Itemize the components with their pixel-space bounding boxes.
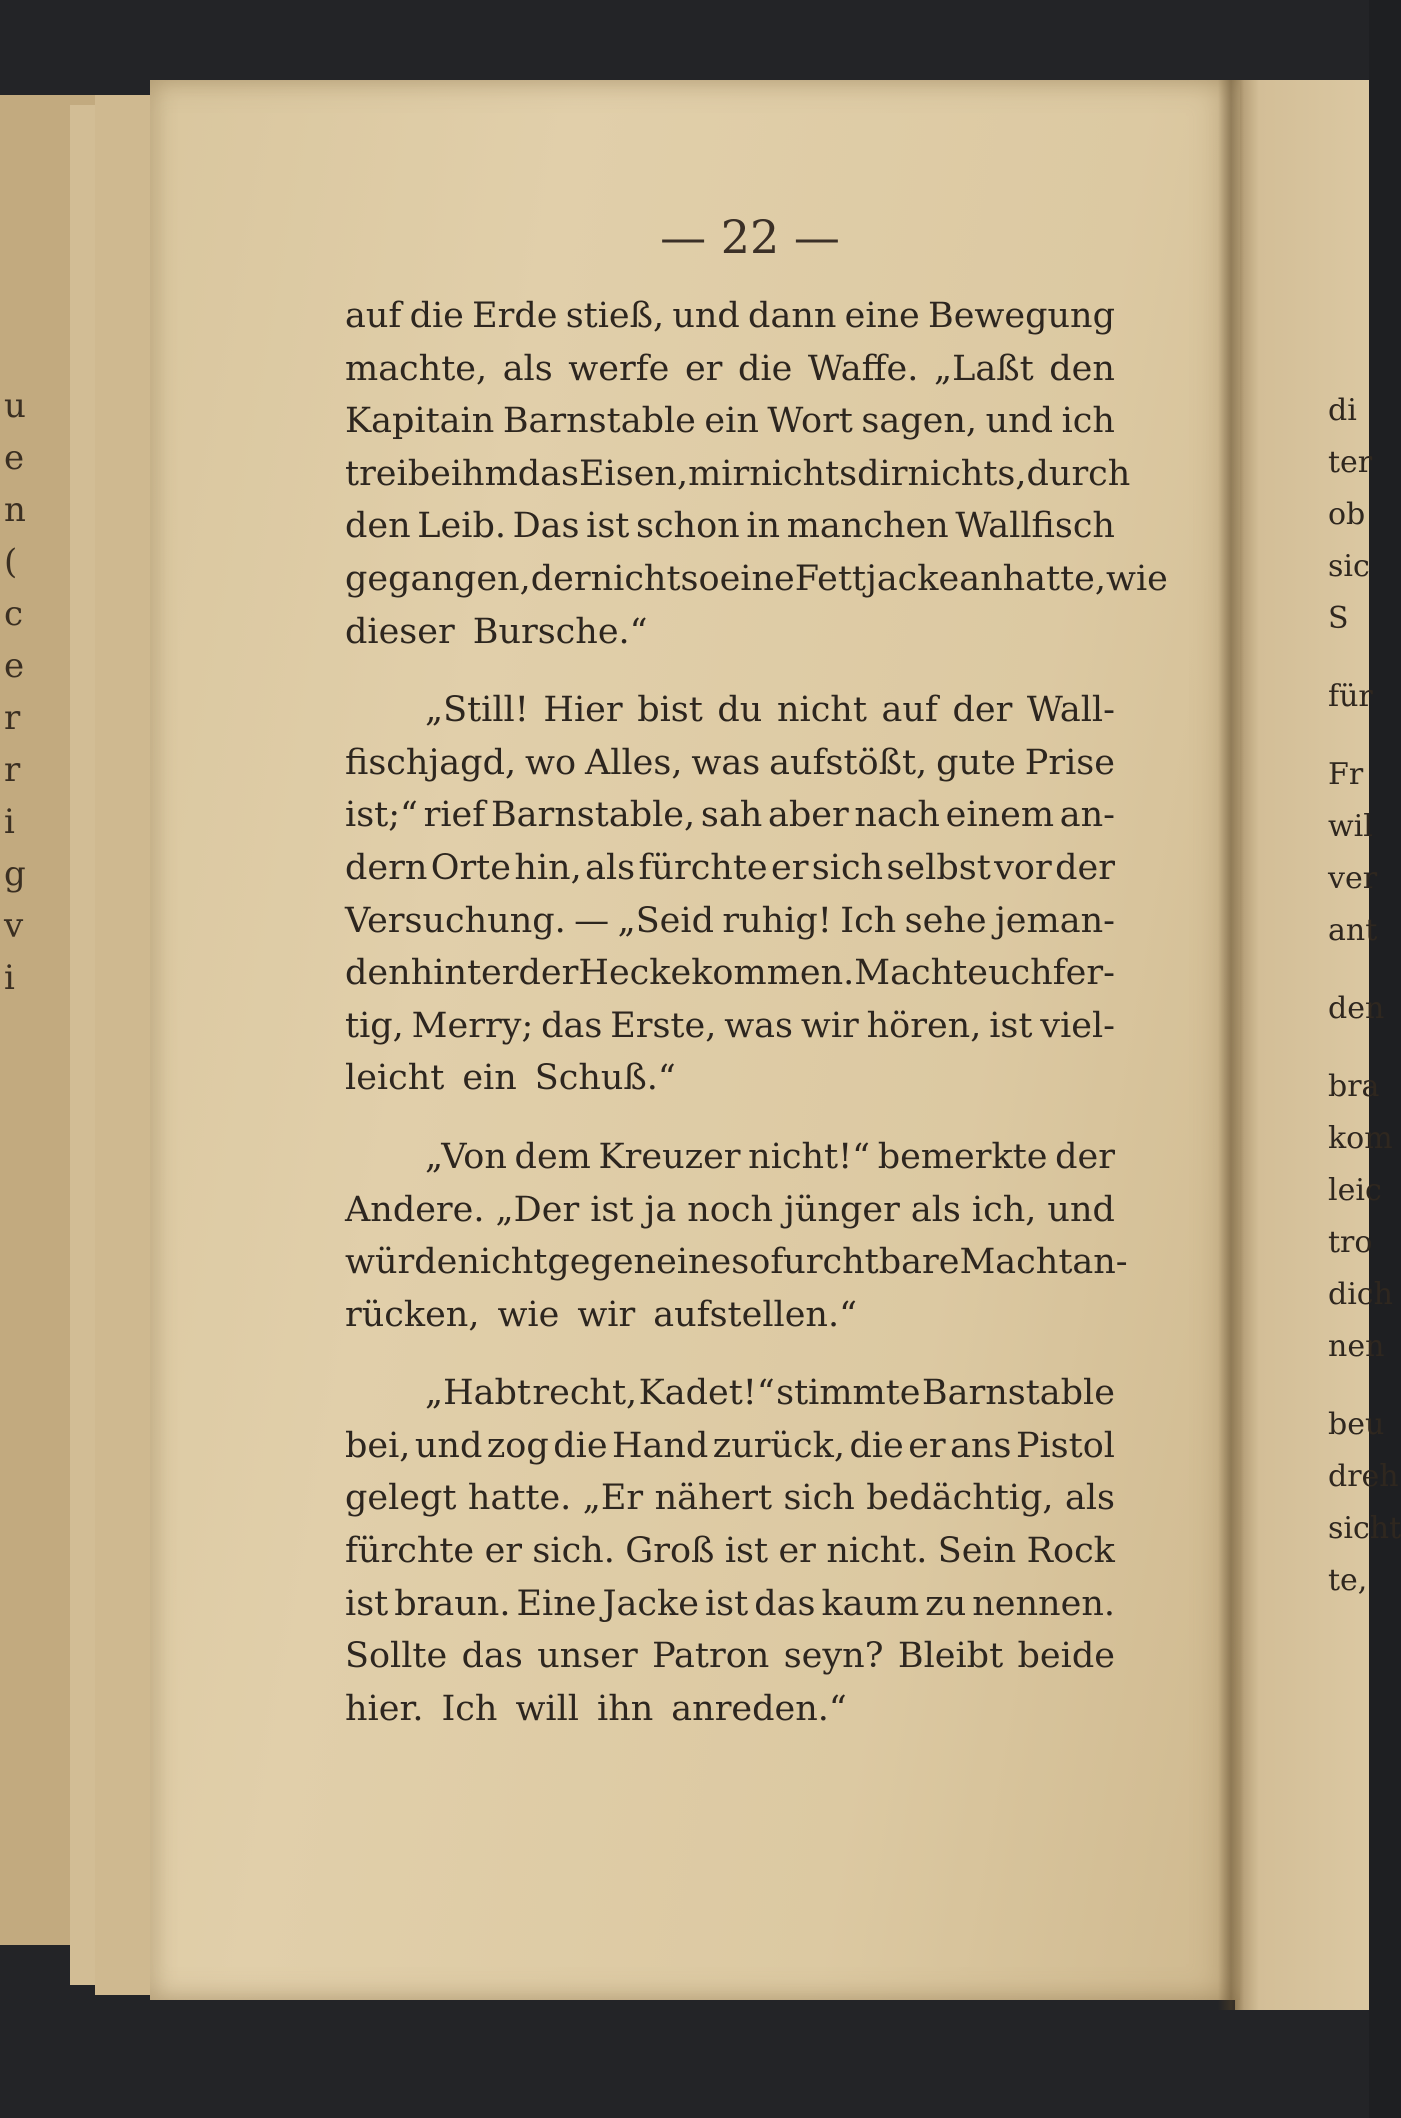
- word: machte,: [345, 348, 488, 389]
- word: rief: [423, 795, 486, 836]
- text-line: [345, 789, 1115, 842]
- word: sich: [811, 847, 884, 888]
- word: euch: [967, 953, 1053, 994]
- word: „Habt: [425, 1373, 531, 1414]
- word: ist: [345, 1583, 389, 1624]
- word: ist: [704, 1583, 749, 1624]
- word: leicht: [345, 1058, 445, 1099]
- paragraph-gap: [345, 1341, 1115, 1367]
- word: eine: [719, 558, 795, 599]
- word: Schuß.“: [534, 1058, 676, 1099]
- word: furchtbare: [770, 1242, 960, 1283]
- right-fragment: Fr: [1328, 757, 1364, 792]
- right-fragment: [1328, 1373, 1369, 1399]
- word: und: [414, 1425, 483, 1466]
- word: Sollte: [345, 1636, 448, 1677]
- word: sehe: [904, 900, 987, 941]
- paragraph-gap: [345, 1105, 1115, 1131]
- word: als: [502, 348, 553, 389]
- right-fragment: für: [1328, 679, 1373, 714]
- word: Versuchung.: [345, 900, 566, 941]
- word: Bewegung: [927, 296, 1115, 336]
- left-page-fragments: [4, 380, 24, 1004]
- right-fragment: ver: [1328, 861, 1378, 896]
- text-line: [345, 1472, 1115, 1525]
- word: nicht.: [826, 1531, 928, 1572]
- word: bei,: [345, 1425, 411, 1466]
- word: als: [910, 1189, 961, 1230]
- text-line: [345, 290, 1115, 343]
- word: Das: [512, 506, 580, 547]
- word: gegen: [547, 1242, 657, 1283]
- word: Patron: [652, 1636, 770, 1677]
- word: stieß,: [565, 296, 665, 336]
- word: die: [849, 1425, 904, 1466]
- right-fragment: ter: [1328, 445, 1373, 480]
- word: nichts: [749, 453, 858, 494]
- word: er: [778, 1531, 816, 1572]
- word: Macht: [959, 1242, 1073, 1283]
- text-line: [345, 553, 1168, 606]
- word: Rock: [1026, 1531, 1115, 1572]
- word: gegangen,: [345, 558, 531, 599]
- word: aufstößt,: [769, 742, 928, 783]
- text-line: [345, 1000, 1115, 1053]
- word: „Still!: [425, 690, 529, 731]
- word: ihm: [450, 453, 518, 494]
- word: Merry;: [411, 1005, 534, 1046]
- text-line: [345, 947, 1115, 1000]
- text-line: [345, 1289, 1115, 1342]
- word: sah: [700, 795, 763, 836]
- word: auf: [345, 296, 402, 336]
- word: Pistol: [1015, 1425, 1115, 1466]
- word: ein: [704, 401, 759, 442]
- word: nicht: [590, 558, 681, 599]
- word: Hier: [543, 690, 623, 731]
- word: ans: [950, 1425, 1012, 1466]
- word: Leib.: [417, 506, 506, 547]
- word: anreden.“: [671, 1688, 847, 1729]
- word: Jacke: [602, 1583, 699, 1624]
- right-fragment: S: [1328, 601, 1349, 636]
- word: nicht: [457, 1242, 548, 1283]
- word: Eine: [516, 1583, 597, 1624]
- word: noch: [687, 1189, 773, 1230]
- text-line: [345, 684, 1115, 737]
- word: jünger: [784, 1189, 900, 1230]
- word: fer-: [1052, 953, 1115, 994]
- book-page: [150, 80, 1240, 2000]
- word: das: [754, 1583, 816, 1624]
- word: Hecke: [578, 953, 692, 994]
- text-line: [345, 842, 1115, 895]
- word: sich: [783, 1478, 855, 1519]
- word: den: [345, 506, 411, 547]
- word: Barnstable,: [490, 795, 696, 836]
- word: bemerkte: [877, 1136, 1048, 1177]
- word: Wort: [767, 401, 853, 442]
- word: die: [553, 1425, 608, 1466]
- word: fürchte: [638, 847, 768, 888]
- left-fragment: u: [4, 386, 26, 426]
- word: Prise: [1024, 742, 1115, 783]
- word: hatte.: [467, 1478, 572, 1519]
- word: „Von: [425, 1136, 507, 1177]
- left-fragment: c: [4, 594, 24, 634]
- word: er: [770, 847, 809, 888]
- right-fragment: wil: [1328, 809, 1373, 844]
- word: rücken,: [345, 1294, 480, 1335]
- word: fischjagd,: [345, 742, 517, 783]
- word: Hand: [611, 1425, 709, 1466]
- word: den: [345, 953, 411, 994]
- left-fragment: r: [4, 698, 21, 738]
- right-fragment: dich: [1328, 1277, 1393, 1312]
- word: das: [461, 1636, 523, 1677]
- word: jeman-: [994, 900, 1115, 941]
- word: und: [985, 401, 1054, 442]
- word: der: [1055, 847, 1115, 888]
- word: du: [717, 690, 763, 731]
- word: schon: [635, 506, 740, 547]
- word: ich: [1061, 401, 1115, 442]
- word: sagen,: [861, 401, 978, 442]
- word: vor: [994, 847, 1052, 888]
- word: hin,: [514, 847, 582, 888]
- word: kommen.: [691, 953, 855, 994]
- right-fragment: den: [1328, 991, 1385, 1026]
- word: der: [530, 558, 591, 599]
- word: seyn?: [783, 1636, 884, 1677]
- text-line: [345, 500, 1115, 553]
- word: aufstellen.“: [653, 1294, 857, 1335]
- right-fragment: dreh: [1328, 1459, 1399, 1494]
- text-line: [345, 1525, 1115, 1578]
- word: Bursche.“: [472, 611, 648, 652]
- word: Kreuzer: [598, 1136, 741, 1177]
- text-line: [345, 1367, 1115, 1420]
- word: die: [409, 296, 464, 336]
- word: würde: [345, 1242, 458, 1283]
- right-fragment: sicht: [1328, 1511, 1401, 1546]
- left-fragment: g: [4, 854, 26, 894]
- page-number: — 22 —: [660, 210, 840, 264]
- right-fragment: bra: [1328, 1069, 1380, 1104]
- word: zu: [925, 1583, 967, 1624]
- word: Kadet!“: [638, 1373, 775, 1414]
- left-fragment: n: [4, 490, 26, 530]
- word: bist: [637, 690, 703, 731]
- word: Bleibt: [897, 1636, 1004, 1677]
- text-line: [345, 343, 1115, 396]
- word: an-: [1059, 795, 1115, 836]
- word: Macht: [854, 953, 968, 994]
- word: er: [684, 348, 723, 389]
- word: „Der: [495, 1189, 580, 1230]
- right-fragment: sic: [1328, 549, 1370, 584]
- left-fragment: e: [4, 646, 25, 686]
- right-page-fragments: [1328, 385, 1401, 1607]
- word: unser: [537, 1636, 638, 1677]
- word: „Laßt: [933, 348, 1034, 389]
- word: Wall-: [1026, 690, 1115, 731]
- word: Sein: [937, 1531, 1017, 1572]
- word: recht,: [532, 1373, 638, 1414]
- text-line: [345, 1578, 1115, 1631]
- word: ist;“: [345, 795, 418, 836]
- word: nichts,: [907, 453, 1027, 494]
- word: wir: [577, 1294, 636, 1335]
- word: hier.: [345, 1688, 424, 1729]
- word: durch: [1026, 453, 1131, 494]
- right-fragment: [1328, 645, 1369, 671]
- word: Groß: [625, 1531, 715, 1572]
- left-fragment: i: [4, 958, 15, 998]
- right-fragment: leic: [1328, 1173, 1382, 1208]
- text-line: [345, 1420, 1115, 1473]
- word: bedächtig,: [866, 1478, 1054, 1519]
- word: ist: [989, 1005, 1033, 1046]
- right-fragment: [1328, 957, 1369, 983]
- left-fragment: e: [4, 438, 25, 478]
- word: beide: [1017, 1636, 1115, 1677]
- word: in: [746, 506, 781, 547]
- word: ihn: [597, 1688, 654, 1729]
- left-fragment: v: [4, 906, 24, 946]
- word: der: [1055, 1136, 1115, 1177]
- word: wie: [497, 1294, 560, 1335]
- word: was: [724, 1005, 793, 1046]
- word: treibe: [345, 453, 451, 494]
- word: Erste,: [610, 1005, 717, 1046]
- word: sich.: [532, 1531, 615, 1572]
- word: gelegt: [345, 1478, 457, 1519]
- text-line: [345, 448, 1131, 501]
- word: kaum: [821, 1583, 920, 1624]
- word: gute: [936, 742, 1016, 783]
- word: als: [1064, 1478, 1115, 1519]
- word: Ich: [840, 900, 897, 941]
- right-fragment: beu: [1328, 1407, 1385, 1442]
- word: dann: [748, 296, 837, 336]
- word: er: [908, 1425, 946, 1466]
- word: dern: [345, 847, 428, 888]
- word: nach: [854, 795, 940, 836]
- word: als: [585, 847, 636, 888]
- word: braun.: [394, 1583, 511, 1624]
- word: ich,: [971, 1189, 1037, 1230]
- right-fragment: nen: [1328, 1329, 1385, 1364]
- right-fragment: ant: [1328, 913, 1378, 948]
- right-fragment: [1328, 723, 1369, 749]
- word: Kapitain: [345, 401, 495, 442]
- word: die: [737, 348, 793, 389]
- word: Wallfisch: [955, 506, 1115, 547]
- word: zurück,: [712, 1425, 845, 1466]
- word: viel-: [1040, 1005, 1115, 1046]
- right-fragment: tro: [1328, 1225, 1373, 1260]
- word: das: [517, 453, 579, 494]
- word: ist: [590, 1189, 634, 1230]
- word: anhatte,: [959, 558, 1107, 599]
- word: ja: [644, 1189, 677, 1230]
- word: Fettjacke: [794, 558, 960, 599]
- word: wo: [525, 742, 577, 783]
- word: Waffe.: [807, 348, 919, 389]
- word: er: [484, 1531, 523, 1572]
- word: Orte: [430, 847, 511, 888]
- word: Andere.: [345, 1189, 485, 1230]
- word: ein: [462, 1058, 517, 1099]
- text-line: [345, 395, 1115, 448]
- left-fragment: r: [4, 750, 21, 790]
- text-line: [345, 1683, 1115, 1736]
- paragraph-gap: [345, 658, 1115, 684]
- text-line: [345, 1131, 1115, 1184]
- word: tig,: [345, 1005, 404, 1046]
- word: Ich: [441, 1688, 498, 1729]
- text-line: [345, 606, 1115, 659]
- word: nennen.: [972, 1583, 1115, 1624]
- word: stimmte: [776, 1373, 921, 1414]
- word: was: [691, 742, 761, 783]
- word: ist: [586, 506, 630, 547]
- word: so: [680, 558, 720, 599]
- word: manchen: [786, 506, 949, 547]
- word: ruhig!: [722, 900, 832, 941]
- word: fürchte: [345, 1531, 475, 1572]
- word: wie: [1106, 558, 1168, 599]
- right-fragment: ob: [1328, 497, 1366, 532]
- word: will: [515, 1688, 579, 1729]
- word: nicht!“: [748, 1136, 871, 1177]
- word: „Er: [582, 1478, 644, 1519]
- word: Barnstable: [502, 401, 696, 442]
- word: werfe: [568, 348, 670, 389]
- text-line: [345, 1630, 1115, 1683]
- right-fragment: [1328, 1035, 1369, 1061]
- word: dir: [857, 453, 908, 494]
- word: ist: [724, 1531, 769, 1572]
- word: aber: [767, 795, 849, 836]
- text-line: [345, 1236, 1128, 1289]
- word: eine: [656, 1242, 732, 1283]
- left-fragment: i: [4, 802, 15, 842]
- word: wir: [800, 1005, 859, 1046]
- text-line: [345, 1184, 1115, 1237]
- right-fragment: te,: [1328, 1563, 1368, 1598]
- word: nähert: [654, 1478, 773, 1519]
- left-fragment: (: [4, 542, 18, 582]
- word: Eisen,: [579, 453, 689, 494]
- word: zog: [486, 1425, 549, 1466]
- word: an-: [1072, 1242, 1128, 1283]
- word: auf: [881, 690, 938, 731]
- right-fragment: di: [1328, 393, 1357, 428]
- word: nicht: [776, 690, 867, 731]
- text-line: [345, 737, 1115, 790]
- word: hören,: [866, 1005, 982, 1046]
- word: Erde: [472, 296, 558, 336]
- text-line: [345, 1052, 1115, 1105]
- gutter: [1218, 80, 1244, 2010]
- word: und: [672, 296, 740, 336]
- word: dieser: [345, 611, 455, 652]
- page-text: [345, 290, 1168, 1735]
- right-fragment: kom: [1328, 1121, 1393, 1156]
- text-line: [345, 895, 1115, 948]
- word: —: [574, 900, 610, 941]
- word: das: [541, 1005, 603, 1046]
- word: Barnstable: [921, 1373, 1115, 1414]
- word: einem: [945, 795, 1055, 836]
- word: selbst: [886, 847, 991, 888]
- word: so: [731, 1242, 771, 1283]
- word: Alles,: [585, 742, 683, 783]
- word: und: [1047, 1189, 1115, 1230]
- word: der: [518, 953, 579, 994]
- word: dem: [514, 1136, 591, 1177]
- word: eine: [844, 296, 920, 336]
- word: hinter: [410, 953, 519, 994]
- word: der: [952, 690, 1013, 731]
- word: „Seid: [617, 900, 714, 941]
- word: mir: [688, 453, 750, 494]
- word: den: [1049, 348, 1115, 389]
